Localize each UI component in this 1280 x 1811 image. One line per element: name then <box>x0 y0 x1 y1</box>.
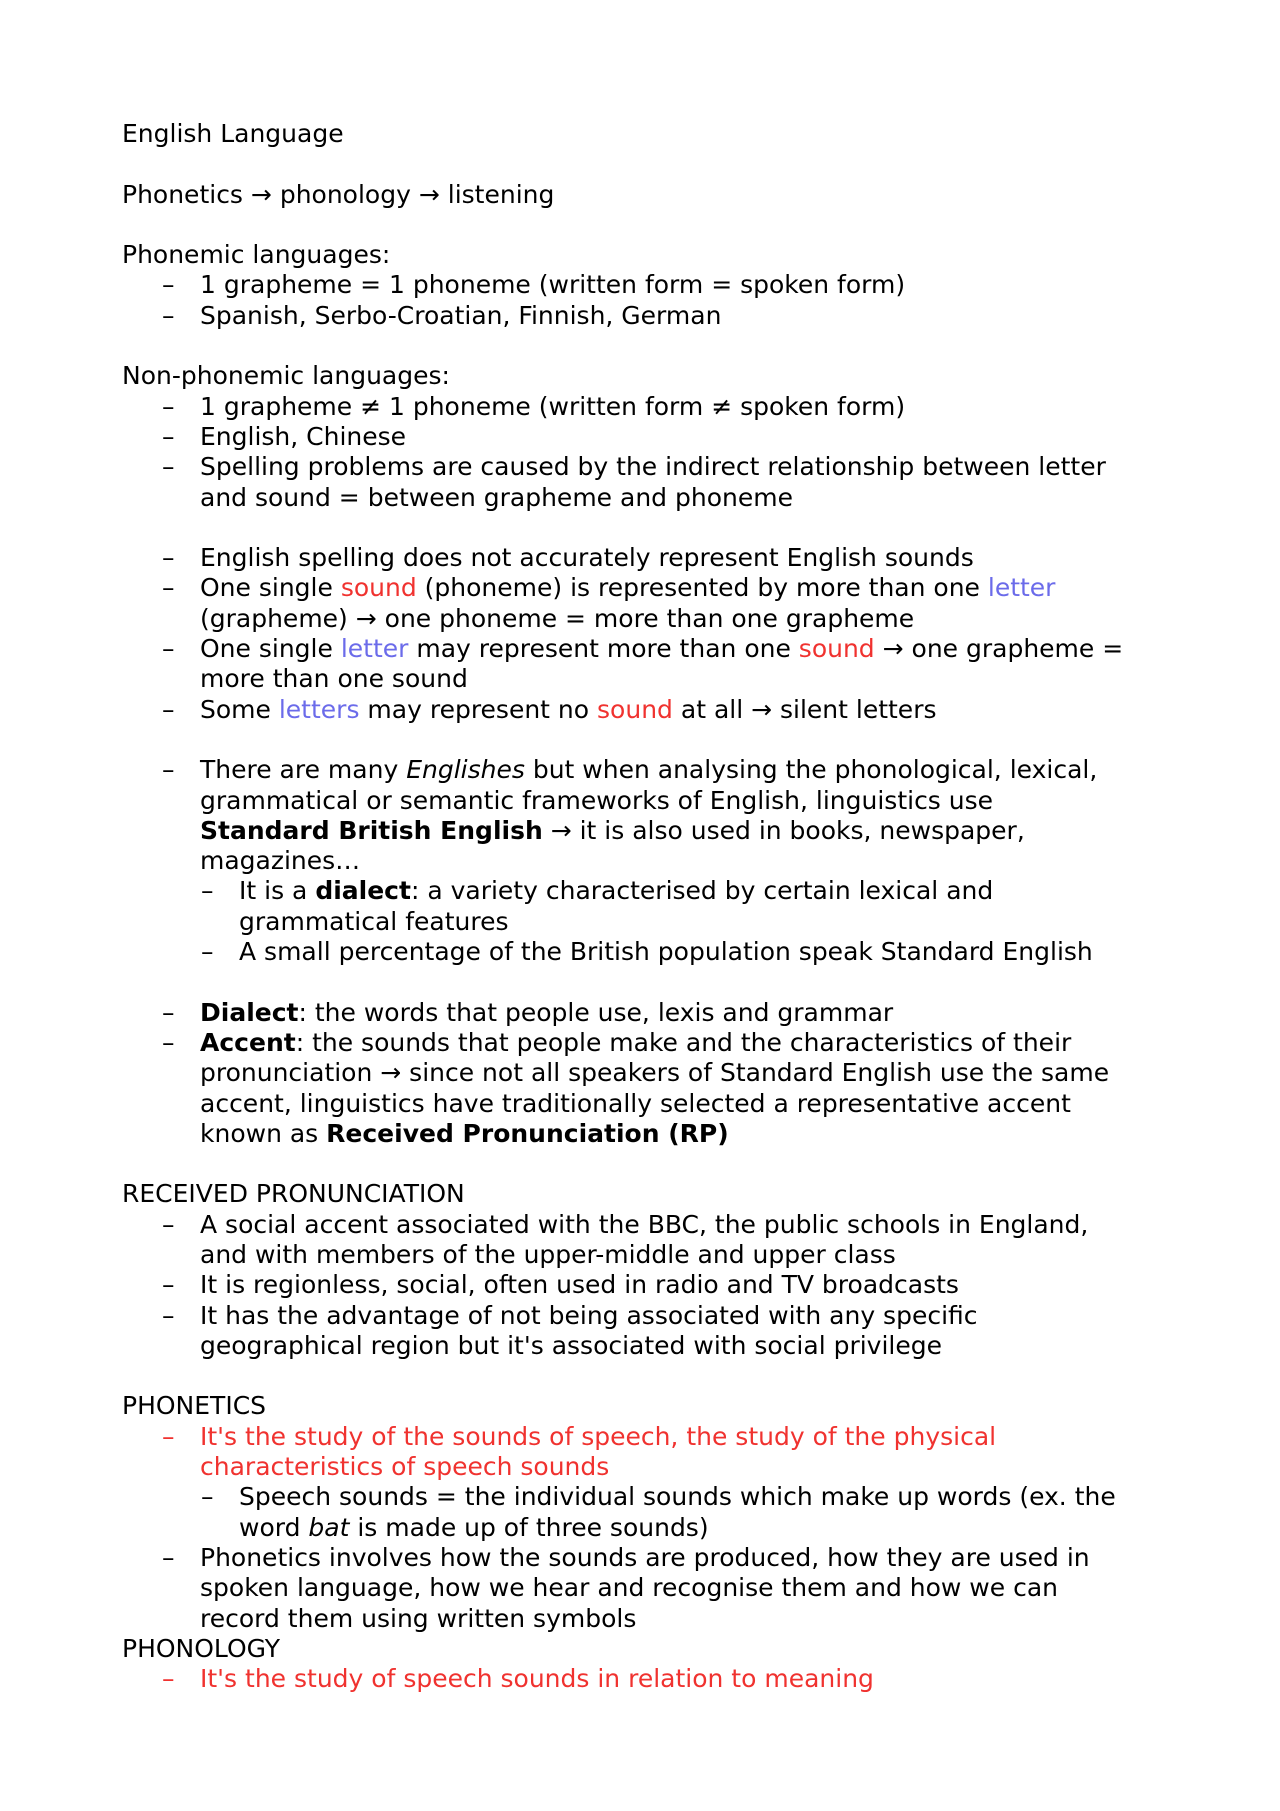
document-page <box>122 119 1172 1694</box>
list-item: – Accent: the sounds that people make and the characteristics of their pronunciation → since not all speakers of Standard English use the same accent, linguistics have traditionally selected a representative accent known as Received Pronunciation (RP) <box>162 1027 1110 1148</box>
sub-list-item: – Speech sounds = the individual sounds which make up words (ex. the word bat is made up of three sounds) <box>201 1482 1116 1542</box>
phonetics-heading: PHONETICS <box>122 1391 267 1421</box>
list-item: – It has the advantage of not being associated with any specific geographical region but it's associated with social privilege <box>162 1300 978 1360</box>
sub-list-item: – A small percentage of the British population speak Standard English <box>201 937 1093 967</box>
list-item: – It's the study of the sounds of speech, the study of the physical characteristics of speech sounds <box>162 1421 997 1482</box>
rp-heading: RECEIVED PRONUNCIATION <box>122 1179 465 1209</box>
list-item: – It's the study of speech sounds in relation to meaning <box>162 1664 874 1694</box>
list-item: – It is regionless, social, often used in radio and TV broadcasts <box>162 1270 959 1300</box>
list-item: – Dialect: the words that people use, lexis and grammar <box>162 997 894 1027</box>
document-title: English Language <box>122 119 344 148</box>
list-item: – One single letter may represent more than one sound → one grapheme = more than one sound <box>162 634 1124 694</box>
phonemic-heading: Phonemic languages: <box>122 240 391 270</box>
sub-list-item: – It is a dialect: a variety characterised by certain lexical and grammatical features <box>201 876 994 936</box>
topic-chain: Phonetics → phonology → listening <box>122 179 555 209</box>
list-item: – Spelling problems are caused by the indirect relationship between letter and sound = between grapheme and phoneme <box>162 452 1106 512</box>
list-item: – 1 grapheme = 1 phoneme (written form = spoken form) <box>162 270 906 300</box>
list-item: – English, Chinese <box>162 421 407 451</box>
list-item: – English spelling does not accurately represent English sounds <box>162 543 974 573</box>
list-item: – Phonetics involves how the sounds are produced, how they are used in spoken language, how we hear and recognise them and how we can record them using written symbols <box>162 1542 1090 1633</box>
list-item: – There are many Englishes but when analysing the phonological, lexical, grammatical or semantic frameworks of English, linguistics use Standard British English → it is also used in books, newspaper, magazines… <box>162 755 1098 876</box>
list-item: – 1 grapheme ≠ 1 phoneme (written form ≠ spoken form) <box>162 391 906 421</box>
list-item: – A social accent associated with the BBC, the public schools in England, and with members of the upper-middle and upper class <box>162 1209 1089 1269</box>
list-item: – One single sound (phoneme) is represented by more than one letter (grapheme) → one phoneme = more than one grapheme <box>162 573 1056 633</box>
list-item: – Some letters may represent no sound at all → silent letters <box>162 694 937 724</box>
list-item: – Spanish, Serbo-Croatian, Finnish, German <box>162 300 722 330</box>
phonology-heading: PHONOLOGY <box>122 1633 281 1663</box>
nonphonemic-heading: Non-phonemic languages: <box>122 361 450 391</box>
